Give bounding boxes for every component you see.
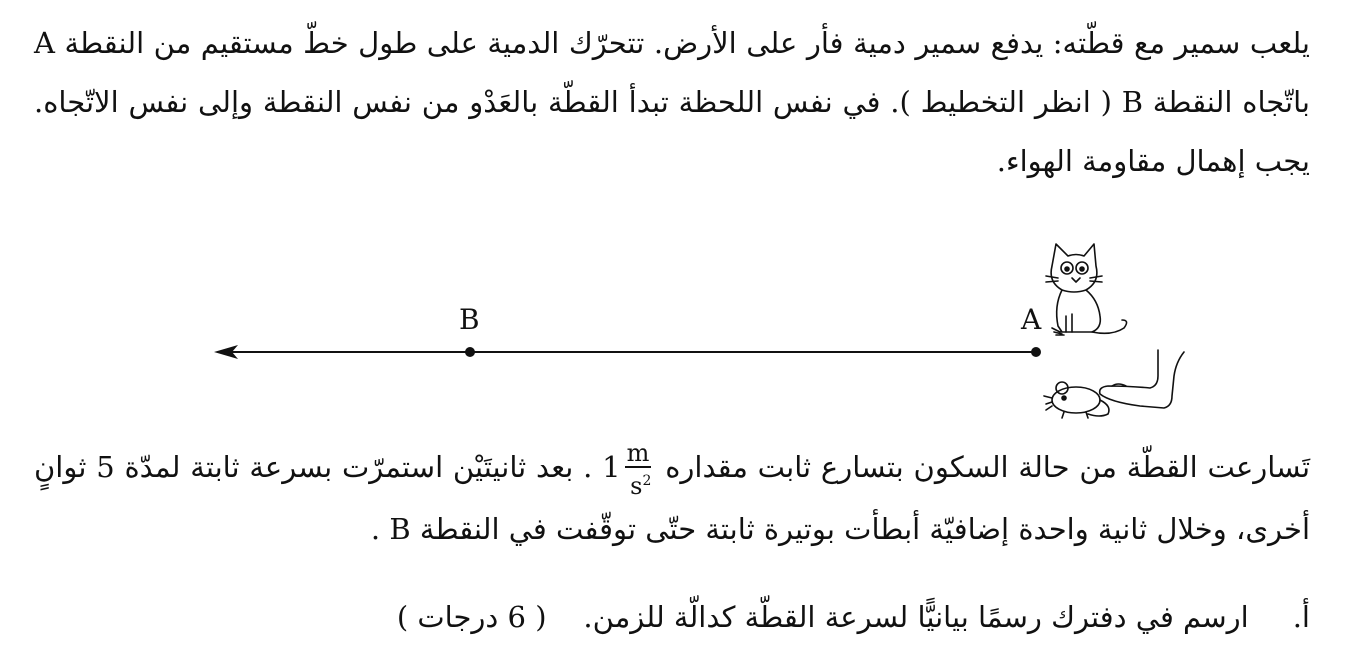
question-points: ( 6 درجات ) [396,600,547,634]
line-ab [214,345,1036,359]
point-b [465,347,475,357]
point-a [1031,347,1041,357]
motion-text-before: تَسارعت القطّة من حالة السكون بتسارع ثابت مقداره [665,450,1311,484]
motion-paragraph [34,437,1310,559]
accel-unit-denominator: $s^2$ [630,471,652,500]
question-marker: أ. [1292,600,1310,634]
point-b-label: B [459,303,480,336]
accel-unit-numerator: m [626,438,650,467]
question-a [34,592,1310,642]
foot-icon [1100,350,1184,408]
accel-unit [625,440,652,499]
intro-paragraph: يلعب سمير مع قطّته: يدفع سمير دمية فأر على الأرض. تتحرّك الدمية على طول خطّ مستقيم من النقطة A باتّجاه النقطة B ( انظر التخطيط ). في نفس اللحظة تبدأ القطّة بالعَدْو من نفس النقطة وإلى نفس الاتّجاه. يجب إهمال مقاومة الهواء. [34,26,1310,178]
toy-mouse-icon [1044,382,1109,418]
question-text: ارسم في دفترك رسمًا بيانيًّا لسرعة القطّة كدالّة للزمن. [583,600,1249,634]
motion-text-after: . بعد ثانيتَيْن استمرّت بسرعة ثابتة لمدّة 5 ثوانٍ أخرى، وخلال ثانية واحدة إضافيّة أبطأت بوتيرة ثابتة حتّى توقّفت في النقطة B . [34,450,1310,546]
accel-value: 1 $\frac{m}{s^2}$ [602,438,652,500]
point-a-label: A [1021,303,1042,336]
motion-diagram [0,236,1356,436]
cat-icon [1046,244,1127,335]
